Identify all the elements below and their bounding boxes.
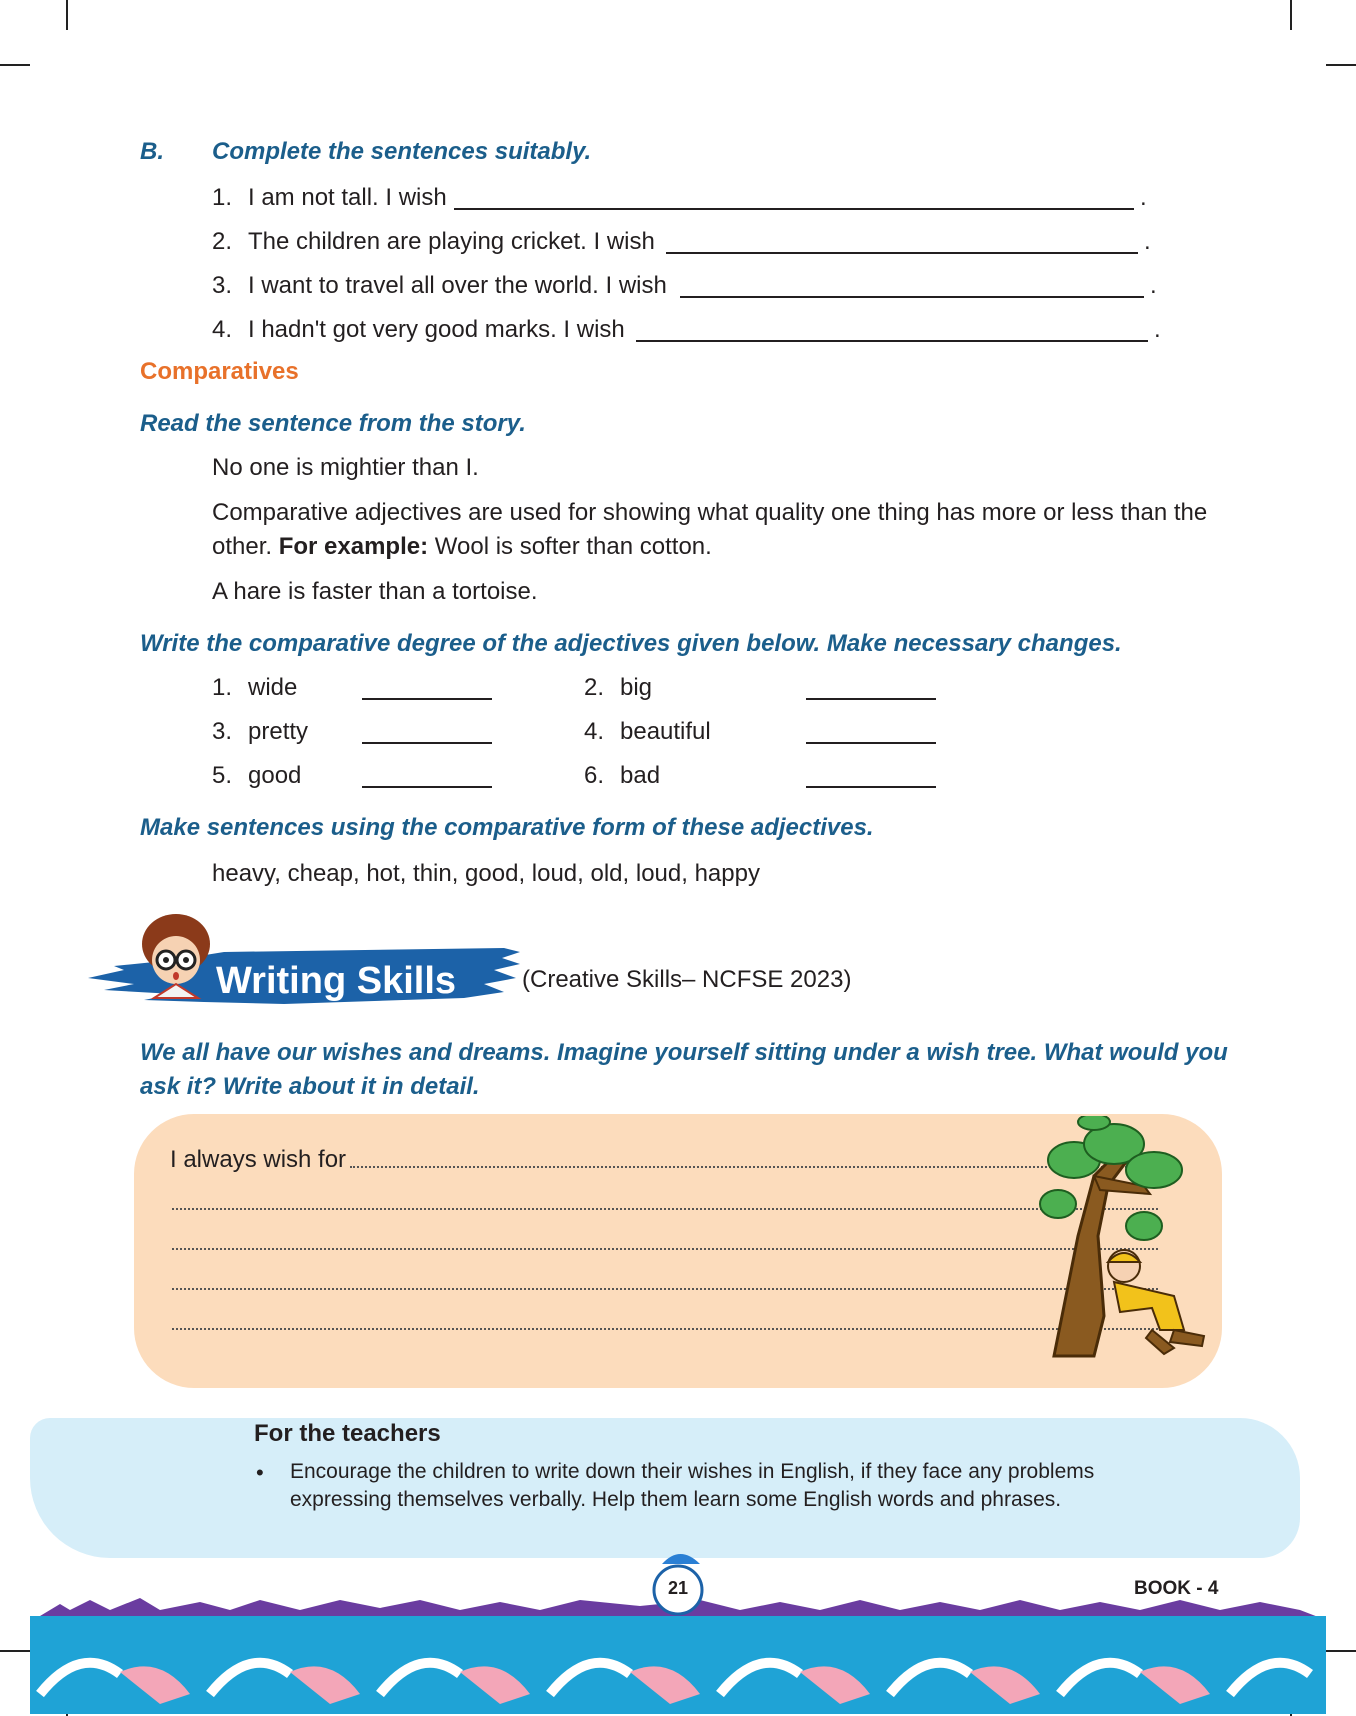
explanation-text: Comparative adjectives are used for showing what quality one thing has more or less than the other. — [212, 499, 1208, 560]
adjective-blank[interactable] — [806, 764, 936, 788]
end-period: . — [1154, 316, 1161, 343]
writing-prompt: I always wish for — [170, 1146, 347, 1173]
item-number: 2. — [212, 228, 233, 255]
section-b-title: Complete the sentences suitably. — [212, 138, 592, 165]
footer-decoration — [0, 1544, 1356, 1716]
writing-line[interactable] — [172, 1246, 1158, 1250]
adjective-item — [212, 718, 308, 746]
item-number: 2. — [584, 674, 605, 701]
teachers-heading: For the teachers — [254, 1420, 441, 1447]
adjective-word: wide — [248, 674, 298, 701]
adjective-word-list: heavy, cheap, hot, thin, good, loud, old, loud, happy — [212, 860, 760, 887]
item-number: 4. — [584, 718, 605, 745]
item-number: 4. — [212, 316, 233, 343]
bullet-icon: • — [256, 1460, 264, 1485]
adjective-item — [584, 718, 711, 746]
item-number: 1. — [212, 184, 233, 211]
sleeping-boy-icon — [1108, 1250, 1204, 1354]
adjective-word: pretty — [248, 718, 309, 745]
writing-skills-subtitle: (Creative Skills– NCFSE 2023) — [522, 966, 852, 993]
end-period: . — [1144, 228, 1151, 255]
item-number: 6. — [584, 762, 605, 789]
adjective-blank[interactable] — [362, 764, 492, 788]
adjective-item — [212, 762, 301, 790]
item-number: 1. — [212, 674, 233, 701]
adjective-item — [584, 674, 652, 702]
item-number: 3. — [212, 718, 233, 745]
crop-mark — [1290, 0, 1292, 30]
answer-blank-3[interactable] — [680, 274, 1144, 298]
end-period: . — [1140, 184, 1147, 211]
item-text: I want to travel all over the world. I wish — [248, 272, 667, 299]
sentence-item-1 — [212, 184, 447, 212]
teachers-note: Encourage the children to write down their wishes in English, if they face any problems expressing themselves verbally. Help them learn some English words and phrases. — [290, 1460, 1095, 1511]
sentence-item-4 — [212, 316, 625, 344]
answer-blank-4[interactable] — [636, 318, 1148, 342]
write-instruction: Write the comparative degree of the adjectives given below. Make necessary changes. — [140, 630, 1122, 657]
make-instruction: Make sentences using the comparative form of these adjectives. — [140, 814, 874, 841]
explanation-paragraph — [212, 496, 1232, 564]
example-2: A hare is faster than a tortoise. — [212, 578, 538, 605]
item-text: The children are playing cricket. I wish — [248, 228, 655, 255]
writing-line[interactable] — [172, 1206, 1158, 1210]
adjective-blank[interactable] — [806, 676, 936, 700]
wish-tree-illustration — [1034, 1116, 1214, 1376]
example-text: Wool is softer than cotton. — [434, 533, 712, 560]
adjective-word: bad — [620, 762, 661, 789]
page-number: 21 — [667, 1578, 689, 1598]
read-instruction: Read the sentence from the story. — [140, 410, 526, 437]
book-label: BOOK - 4 — [1134, 1578, 1219, 1599]
end-period: . — [1150, 272, 1157, 299]
adjective-blank[interactable] — [806, 720, 936, 744]
item-text: I hadn't got very good marks. I wish — [248, 316, 625, 343]
adjective-word: good — [248, 762, 302, 789]
crop-mark — [66, 0, 68, 30]
crop-mark — [1326, 64, 1356, 66]
umbrella-icon — [662, 1554, 700, 1564]
adjective-word: big — [620, 674, 653, 701]
adjective-item — [584, 762, 660, 790]
sentence-item-3 — [212, 272, 667, 300]
sentence-item-2 — [212, 228, 655, 256]
comparatives-heading: Comparatives — [140, 358, 299, 385]
crop-mark — [0, 64, 30, 66]
adjective-word: beautiful — [620, 718, 711, 745]
writing-line[interactable] — [172, 1286, 1158, 1290]
adjective-blank[interactable] — [362, 720, 492, 744]
writing-skills-title: Writing Skills — [216, 960, 457, 1002]
adjective-item — [212, 674, 297, 702]
adjective-blank[interactable] — [362, 676, 492, 700]
answer-blank-2[interactable] — [666, 230, 1138, 254]
story-sentence: No one is mightier than I. — [212, 454, 479, 481]
item-number: 5. — [212, 762, 233, 789]
writing-instruction: We all have our wishes and dreams. Imagine yourself sitting under a wish tree. What would you ask it? Write about it in detail. — [140, 1039, 1228, 1100]
writing-line[interactable] — [172, 1326, 1158, 1330]
item-number: 3. — [212, 272, 233, 299]
answer-blank-1[interactable] — [454, 186, 1134, 210]
section-b-letter: B. — [140, 138, 164, 165]
item-text: I am not tall. I wish — [248, 184, 447, 211]
example-label: For example: — [278, 533, 429, 560]
